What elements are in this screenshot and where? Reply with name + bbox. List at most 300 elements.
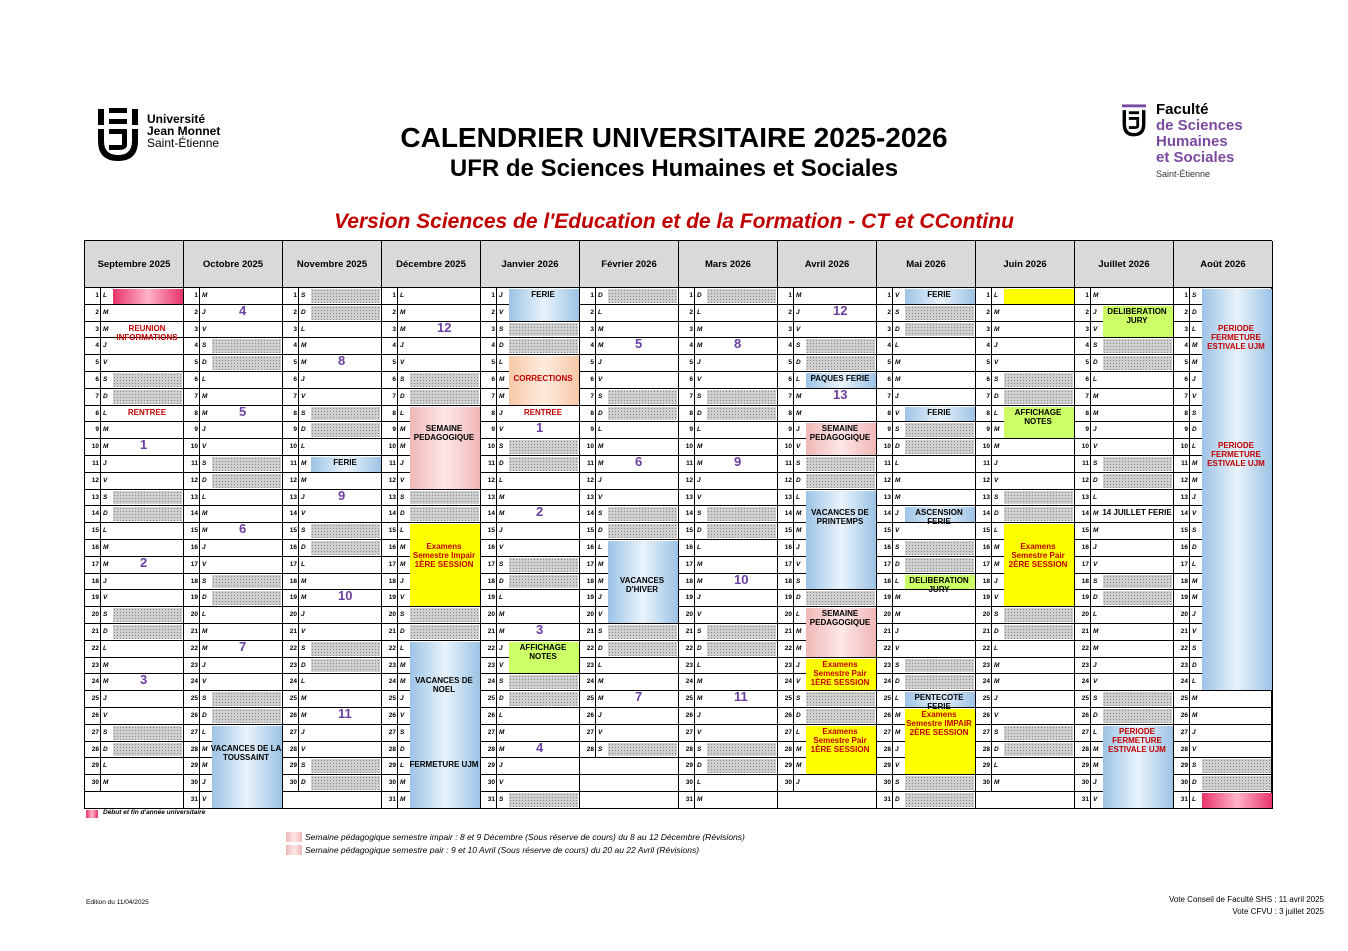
day-cell xyxy=(679,674,778,691)
weekend-shading xyxy=(311,642,380,656)
day-number: 22 xyxy=(778,641,794,657)
month-column xyxy=(382,241,481,808)
day-cell xyxy=(580,523,679,540)
day-number: 16 xyxy=(877,540,893,556)
weekday-letter: J xyxy=(1093,779,1097,787)
day-number: 3 xyxy=(1174,322,1190,338)
weekend-shading xyxy=(806,356,875,370)
weekend-shading xyxy=(113,743,182,757)
day-cell xyxy=(283,473,382,490)
weekend-shading xyxy=(410,373,479,387)
day-number: 23 xyxy=(85,658,101,674)
weekday-letter: M xyxy=(994,308,1000,316)
day-cell xyxy=(679,758,778,775)
week-number: 13 xyxy=(833,386,848,402)
weekday-letter: J xyxy=(1192,611,1196,619)
weekday-letter: M xyxy=(994,426,1000,434)
weekday-letter: V xyxy=(400,594,405,602)
day-number: 19 xyxy=(877,590,893,606)
calendar-event: REUNION INFORMATIONS xyxy=(116,323,178,342)
day-number: 9 xyxy=(976,422,992,438)
ujm-name-line2: Jean Monnet xyxy=(147,124,221,138)
day-number: 2 xyxy=(580,305,596,321)
weekday-letter: V xyxy=(895,292,900,299)
weekend-shading xyxy=(806,339,875,353)
day-number: 16 xyxy=(184,540,200,556)
weekday-letter: M xyxy=(598,678,604,686)
weekday-letter: L xyxy=(598,544,602,551)
day-cell xyxy=(679,456,778,473)
weekday-letter: S xyxy=(301,762,306,770)
calendar-event: Examens Semestre Pair 2ÈRE SESSION xyxy=(1008,542,1068,569)
weekday-letter: D xyxy=(1192,308,1197,316)
weekday-letter: M xyxy=(301,577,307,585)
day-cell xyxy=(1075,355,1174,372)
day-number: 2 xyxy=(976,305,992,321)
weekday-letter: L xyxy=(1192,443,1196,451)
day-number: 7 xyxy=(1075,389,1091,405)
weekend-shading xyxy=(311,759,380,773)
day-number: 6 xyxy=(1075,372,1091,388)
day-number: 12 xyxy=(679,473,695,489)
day-number: 20 xyxy=(877,607,893,623)
weekday-letter: M xyxy=(202,745,208,753)
day-number: 26 xyxy=(382,708,398,724)
day-number: 15 xyxy=(877,523,893,539)
day-number: 15 xyxy=(1174,523,1190,539)
weekend-shading xyxy=(509,575,578,589)
weekday-letter: S xyxy=(400,376,405,383)
weekday-letter: V xyxy=(1093,560,1098,568)
calendar-event: PENTECOTE FERIE xyxy=(914,693,964,712)
weekend-shading xyxy=(1103,356,1172,370)
calendar-event: VACANCES DE PRINTEMPS xyxy=(811,508,869,527)
calendar-event: FERIE xyxy=(333,458,357,467)
calendar-event: FERIE xyxy=(927,290,951,299)
calendar-event: FERIE xyxy=(531,290,555,299)
day-number: 11 xyxy=(679,456,695,472)
weekday-letter: D xyxy=(202,594,207,602)
day-number: 2 xyxy=(85,305,101,321)
legend-sem-pair: Semaine pédagogique semestre pair : 9 et 10 Avril (Sous réserve de cours) du 20 au 22 Avril (Révisions) xyxy=(305,845,700,855)
day-cell xyxy=(679,540,778,557)
day-number: 4 xyxy=(877,338,893,354)
day-number: 8 xyxy=(580,406,596,422)
weekday-letter: M xyxy=(895,728,901,736)
day-cell xyxy=(481,624,580,641)
day-number: 8 xyxy=(778,406,794,422)
day-number: 28 xyxy=(481,742,497,758)
day-cell xyxy=(877,322,976,339)
day-number: 25 xyxy=(481,691,497,707)
day-number: 18 xyxy=(877,574,893,590)
day-number: 11 xyxy=(184,456,200,472)
day-number: 17 xyxy=(283,557,299,573)
day-cell xyxy=(580,792,679,809)
day-number: 21 xyxy=(184,624,200,640)
faculty-city: Saint-Étienne xyxy=(1156,169,1211,179)
day-number: 6 xyxy=(283,372,299,388)
day-cell xyxy=(877,389,976,406)
day-number: 26 xyxy=(1075,708,1091,724)
day-cell xyxy=(1174,775,1273,792)
day-number: 20 xyxy=(679,607,695,623)
month-column xyxy=(976,241,1075,808)
weekday-letter: L xyxy=(499,712,503,719)
weekday-letter: S xyxy=(301,527,306,535)
month-column xyxy=(580,241,679,808)
weekend-shading xyxy=(905,793,974,807)
weekday-letter: M xyxy=(1093,510,1099,518)
day-cell xyxy=(976,338,1075,355)
day-cell xyxy=(877,473,976,490)
day-number: 7 xyxy=(778,389,794,405)
weekday-letter: M xyxy=(103,443,109,451)
day-cell xyxy=(976,725,1075,742)
weekday-letter: S xyxy=(598,628,603,635)
day-number: 11 xyxy=(1174,456,1190,472)
day-number: 28 xyxy=(382,742,398,758)
month-header: Juin 2026 xyxy=(976,241,1075,288)
day-number: 10 xyxy=(1174,439,1190,455)
day-number: 27 xyxy=(976,725,992,741)
week-number: 3 xyxy=(536,622,544,637)
weekday-letter: S xyxy=(1192,644,1197,652)
weekend-shading xyxy=(806,591,875,605)
weekday-letter: S xyxy=(400,611,405,619)
day-cell xyxy=(184,372,283,389)
weekday-letter: M xyxy=(796,745,802,753)
weekday-letter: V xyxy=(895,762,900,770)
day-number: 29 xyxy=(283,758,299,774)
month-header: Mai 2026 xyxy=(877,241,976,288)
day-cell xyxy=(85,725,184,742)
day-number: 23 xyxy=(184,658,200,674)
weekday-letter: D xyxy=(994,745,999,753)
month-column xyxy=(85,241,184,808)
day-cell xyxy=(679,742,778,759)
weekday-letter: M xyxy=(400,560,406,568)
day-number: 28 xyxy=(877,742,893,758)
day-cell xyxy=(283,725,382,742)
day-cell xyxy=(679,557,778,574)
day-number: 23 xyxy=(976,658,992,674)
calendar-event: DELIBERATION JURY xyxy=(909,575,969,594)
day-cell xyxy=(580,490,679,507)
day-cell xyxy=(1075,641,1174,658)
weekend-shading xyxy=(410,390,479,404)
day-cell xyxy=(1075,490,1174,507)
day-number: 27 xyxy=(481,725,497,741)
day-number: 13 xyxy=(778,490,794,506)
calendar-event: VACANCES DE LA TOUSSAINT xyxy=(210,743,282,762)
day-number: 18 xyxy=(778,574,794,590)
day-number: 6 xyxy=(184,372,200,388)
day-cell xyxy=(184,490,283,507)
weekend-shading xyxy=(1004,625,1073,639)
weekday-letter: D xyxy=(202,359,207,367)
weekday-letter: M xyxy=(1192,695,1198,703)
day-cell xyxy=(283,406,382,423)
weekend-shading xyxy=(410,491,479,505)
day-cell xyxy=(580,725,679,742)
day-number: 6 xyxy=(481,372,497,388)
weekday-letter: V xyxy=(598,493,603,501)
weekday-letter: V xyxy=(301,510,306,518)
day-cell xyxy=(85,439,184,456)
weekday-letter: V xyxy=(1192,510,1197,518)
weekday-letter: V xyxy=(796,443,801,451)
day-number: 28 xyxy=(976,742,992,758)
day-cell xyxy=(481,725,580,742)
weekday-letter: L xyxy=(697,779,701,787)
day-number: 6 xyxy=(778,372,794,388)
day-number: 9 xyxy=(778,422,794,438)
day-number: 4 xyxy=(679,338,695,354)
weekday-letter: M xyxy=(400,443,406,451)
weekend-shading xyxy=(410,507,479,521)
weekday-letter: L xyxy=(796,728,800,736)
weekday-letter: L xyxy=(994,409,998,417)
day-cell xyxy=(877,540,976,557)
weekday-letter: L xyxy=(301,678,305,686)
day-cell xyxy=(679,590,778,607)
day-cell xyxy=(778,590,877,607)
weekday-letter: M xyxy=(103,678,109,686)
day-number: 4 xyxy=(85,338,101,354)
day-number: 12 xyxy=(382,473,398,489)
weekend-shading xyxy=(212,457,281,471)
day-number: 6 xyxy=(580,372,596,388)
day-cell xyxy=(679,355,778,372)
weekday-letter: D xyxy=(796,476,801,484)
weekend-shading xyxy=(1004,390,1073,404)
day-number: 8 xyxy=(481,406,497,422)
weekday-letter: L xyxy=(301,325,305,333)
weekday-letter: V xyxy=(400,712,405,719)
weekday-letter: J xyxy=(994,342,998,350)
weekday-letter: M xyxy=(400,544,406,551)
weekday-letter: L xyxy=(796,493,800,501)
weekday-letter: M xyxy=(103,308,109,316)
day-cell xyxy=(679,322,778,339)
day-number: 9 xyxy=(1174,422,1190,438)
day-cell xyxy=(85,355,184,372)
month-header: Avril 2026 xyxy=(778,241,877,288)
weekday-letter: M xyxy=(202,292,208,299)
day-cell xyxy=(184,338,283,355)
weekday-letter: M xyxy=(1093,628,1099,635)
month-header: Septembre 2025 xyxy=(85,241,184,288)
weekday-letter: J xyxy=(994,695,998,703)
day-number: 1 xyxy=(1174,288,1190,304)
day-cell xyxy=(283,758,382,775)
weekday-letter: L xyxy=(499,594,503,602)
day-cell xyxy=(184,540,283,557)
weekday-letter: D xyxy=(301,661,306,669)
calendar-event: 14 JUILLET FERIE xyxy=(1102,508,1172,518)
weekday-letter: D xyxy=(895,443,900,451)
day-cell xyxy=(679,792,778,809)
weekday-letter: J xyxy=(796,308,800,316)
day-cell xyxy=(1075,540,1174,557)
weekday-letter: M xyxy=(598,560,604,568)
day-cell xyxy=(1075,607,1174,624)
day-cell xyxy=(778,386,877,406)
weekday-letter: M xyxy=(499,611,505,619)
day-cell xyxy=(877,641,976,658)
weekday-letter: S xyxy=(994,493,999,501)
day-number: 4 xyxy=(976,338,992,354)
day-number: 16 xyxy=(580,540,596,556)
day-number: 19 xyxy=(580,590,596,606)
day-cell xyxy=(976,674,1075,691)
weekday-letter: M xyxy=(1192,342,1198,350)
day-number: 14 xyxy=(1075,506,1091,522)
day-number: 22 xyxy=(976,641,992,657)
day-cell xyxy=(1174,758,1273,775)
weekend-shading xyxy=(707,524,776,538)
day-number: 25 xyxy=(976,691,992,707)
day-cell xyxy=(85,775,184,792)
weekday-letter: M xyxy=(499,510,505,518)
day-number: 14 xyxy=(976,506,992,522)
day-number: 30 xyxy=(184,775,200,791)
weekday-letter: L xyxy=(598,308,602,316)
day-cell xyxy=(976,490,1075,507)
calendar-grid xyxy=(84,240,1272,809)
day-cell xyxy=(85,473,184,490)
weekday-letter: V xyxy=(1192,745,1197,753)
weekday-letter: S xyxy=(697,628,702,635)
day-number: 10 xyxy=(382,439,398,455)
weekday-letter: D xyxy=(994,392,999,400)
day-number: 12 xyxy=(1174,473,1190,489)
weekday-letter: D xyxy=(301,779,306,787)
day-number: 14 xyxy=(679,506,695,522)
day-cell xyxy=(481,758,580,775)
day-cell xyxy=(679,288,778,305)
month-column xyxy=(1174,241,1273,808)
day-number: 23 xyxy=(382,658,398,674)
day-cell xyxy=(580,406,679,423)
weekday-letter: M xyxy=(103,560,109,568)
weekday-letter: J xyxy=(499,409,503,417)
weekday-letter: J xyxy=(103,460,107,467)
day-cell xyxy=(184,288,283,305)
weekday-letter: M xyxy=(202,644,208,652)
weekday-letter: M xyxy=(499,376,505,383)
day-number: 15 xyxy=(283,523,299,539)
weekday-letter: S xyxy=(796,695,801,703)
month-header: Décembre 2025 xyxy=(382,241,481,288)
day-cell xyxy=(184,574,283,591)
weekend-shading xyxy=(1004,373,1073,387)
day-number: 9 xyxy=(283,422,299,438)
weekday-letter: V xyxy=(895,409,900,417)
weekday-letter: M xyxy=(796,527,802,535)
day-number: 1 xyxy=(481,288,497,304)
day-number: 5 xyxy=(976,355,992,371)
day-cell xyxy=(283,775,382,792)
weekend-shading xyxy=(1103,709,1172,723)
day-cell xyxy=(85,554,184,574)
day-number: 15 xyxy=(85,523,101,539)
day-number: 5 xyxy=(283,355,299,371)
calendar-event: Examens Semestre Pair 1ÈRE SESSION xyxy=(810,726,870,754)
weekday-letter: L xyxy=(895,460,899,467)
day-cell xyxy=(283,523,382,540)
day-number: 26 xyxy=(679,708,695,724)
weekday-letter: V xyxy=(499,661,504,669)
day-number: 29 xyxy=(976,758,992,774)
day-number: 8 xyxy=(679,406,695,422)
day-cell xyxy=(679,439,778,456)
week-number: 5 xyxy=(239,403,247,419)
weekday-letter: M xyxy=(796,628,802,635)
weekend-shading xyxy=(1004,726,1073,740)
day-cell xyxy=(1075,473,1174,490)
weekday-letter: D xyxy=(1093,359,1098,367)
weekday-letter: S xyxy=(697,510,702,518)
day-cell xyxy=(778,302,877,322)
weekend-shading xyxy=(1103,692,1172,706)
weekend-shading xyxy=(212,339,281,353)
day-cell xyxy=(85,708,184,725)
day-number: 14 xyxy=(382,506,398,522)
weekend-shading xyxy=(905,659,974,673)
day-number: 23 xyxy=(1174,658,1190,674)
day-number: 12 xyxy=(184,473,200,489)
weekday-letter: L xyxy=(301,443,305,451)
day-cell xyxy=(580,389,679,406)
weekday-letter: M xyxy=(400,796,406,803)
day-cell xyxy=(283,691,382,708)
weekday-letter: M xyxy=(994,544,1000,551)
day-number: 7 xyxy=(877,389,893,405)
weekday-letter: D xyxy=(499,577,504,585)
day-number: 21 xyxy=(1174,624,1190,640)
day-number: 5 xyxy=(877,355,893,371)
day-number: 22 xyxy=(481,641,497,657)
weekday-letter: D xyxy=(697,762,702,770)
weekday-letter: S xyxy=(301,409,306,417)
day-number: 27 xyxy=(877,725,893,741)
day-number: 2 xyxy=(1174,305,1190,321)
day-cell xyxy=(580,338,679,355)
day-number: 18 xyxy=(976,574,992,590)
day-number: 1 xyxy=(283,288,299,304)
calendar-event: VACANCES D'HIVER xyxy=(619,575,665,594)
day-number: 18 xyxy=(382,574,398,590)
day-number: 13 xyxy=(481,490,497,506)
weekday-letter: M xyxy=(697,796,703,803)
day-number: 22 xyxy=(184,641,200,657)
weekday-letter: S xyxy=(202,342,207,350)
day-number: 1 xyxy=(580,288,596,304)
weekday-letter: L xyxy=(202,728,206,736)
weekday-letter: V xyxy=(202,325,207,333)
week-number: 12 xyxy=(437,319,452,335)
day-number: 27 xyxy=(184,725,200,741)
day-number: 10 xyxy=(877,439,893,455)
day-number: 10 xyxy=(184,439,200,455)
day-cell xyxy=(85,624,184,641)
weekend-shading xyxy=(1103,591,1172,605)
week-number: 4 xyxy=(239,302,247,318)
day-number: 12 xyxy=(877,473,893,489)
month-column xyxy=(184,241,283,808)
